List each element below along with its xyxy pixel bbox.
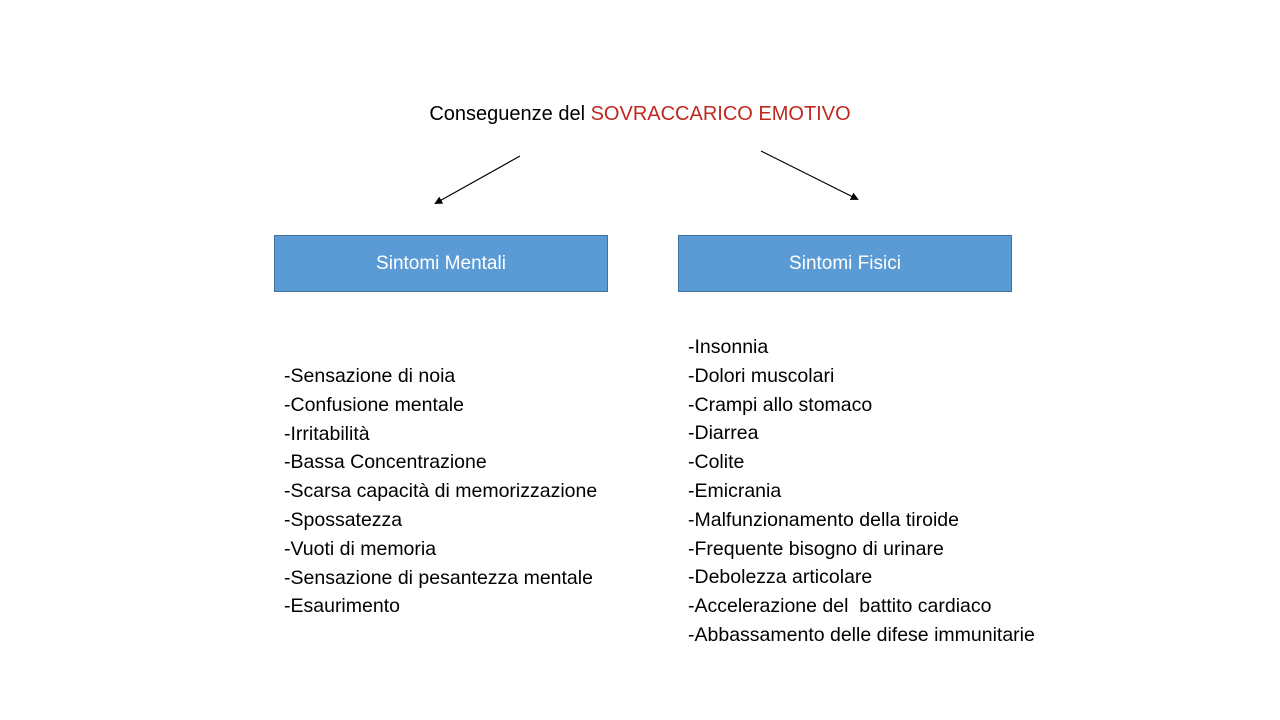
title-prefix: Conseguenze del (429, 103, 591, 125)
title-highlight: SOVRACCARICO EMOTIVO (590, 103, 851, 125)
list-item: -Debolezza articolare (688, 566, 873, 589)
mental-symptoms-box (274, 235, 608, 292)
list-item: -Emicrania (688, 479, 782, 502)
list-item: -Vuoti di memoria (284, 537, 437, 560)
physical-symptoms-box (678, 235, 1012, 292)
list-item: -Crampi allo stomaco (688, 393, 873, 416)
list-item: -Irritabilità (284, 422, 370, 445)
list-item: -Bassa Concentrazione (284, 451, 487, 474)
list-item: -Abbassamento delle difese immunitarie (688, 623, 1035, 646)
list-item: -Scarsa capacità di memorizzazione (284, 480, 598, 503)
list-item: -Spossatezza (284, 508, 403, 531)
mental-symptoms-label: Sintomi Mentali (376, 252, 506, 274)
physical-symptoms-label: Sintomi Fisici (789, 252, 901, 274)
arrow-to-physical (761, 151, 857, 199)
physical-symptoms-list (688, 333, 1035, 650)
list-item: -Sensazione di noia (284, 365, 456, 387)
diagram-title (0, 101, 1280, 127)
list-item: -Insonnia (688, 336, 769, 358)
list-item: -Malfunzionamento della tiroide (688, 508, 959, 531)
list-item: -Diarrea (688, 422, 759, 445)
list-item: -Colite (688, 451, 745, 474)
list-item: -Esaurimento (284, 595, 400, 618)
mental-symptoms-list (284, 362, 597, 621)
list-item: -Frequente bisogno di urinare (688, 537, 944, 560)
list-item: -Confusione mentale (284, 393, 464, 416)
list-item: -Dolori muscolari (688, 364, 835, 387)
list-item: -Accelerazione del battito cardiaco (688, 595, 992, 618)
list-item: -Sensazione di pesantezza mentale (284, 566, 593, 589)
arrow-to-mental (436, 156, 520, 203)
